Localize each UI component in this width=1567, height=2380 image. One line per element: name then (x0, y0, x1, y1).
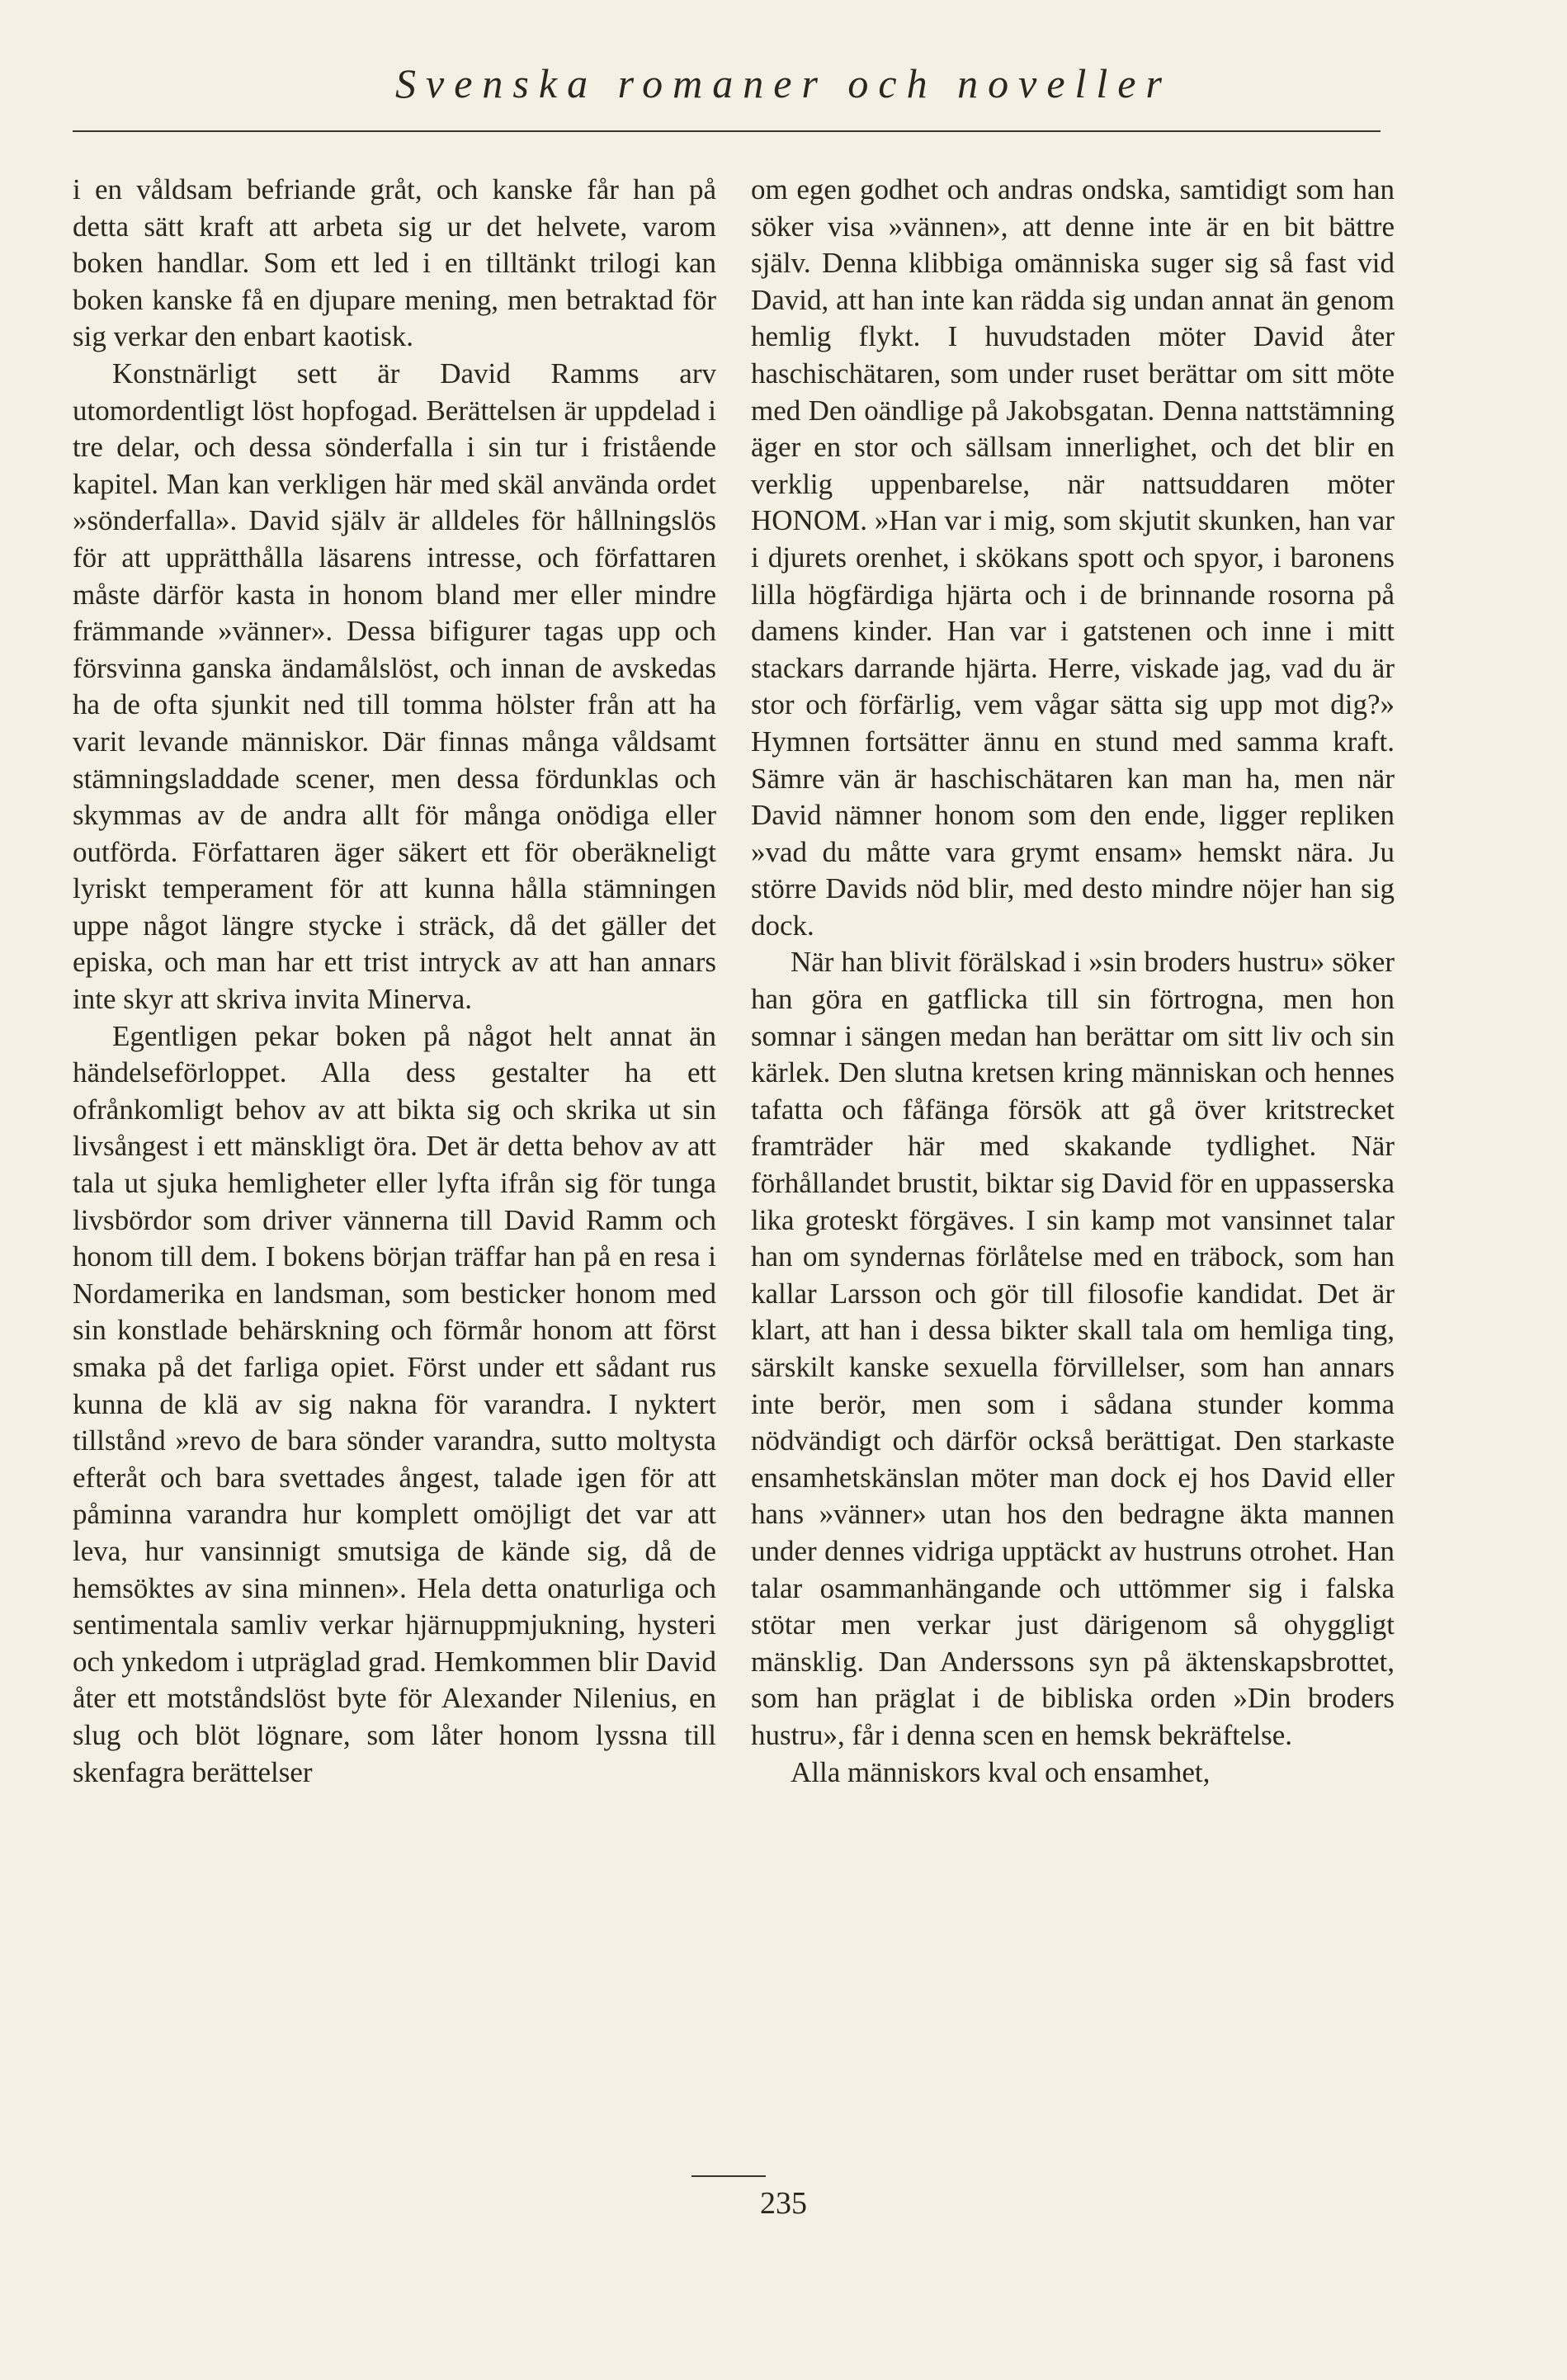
page-number: 235 (760, 2186, 807, 2221)
left-paragraph-3: Egentligen pekar boken på något helt annat än händelseförloppet. Alla dess gestalter ha ett ofrånkomligt behov av att bikta sig och skrika ut sin livsångest i ett mänskligt öra. Det är detta behov av att tala ut sjuka hemligheter eller lyfta ifrån sig för tunga livsbördor som driver vännerna till David Ramm och honom till dem. I bokens början träffar han på en resa i Nordamerika en landsman, som besticker honom med sin konstlade behärskning och förmår honom att först smaka på det farliga opiet. Först under ett sådant rus kunna de klä av sig nakna för varandra. I nyktert tillstånd »revo de bara sönder varandra, sutto moltysta efteråt och bara svettades ångest, talade igen för att påminna varandra hur komplett omöjligt det var att leva, hur vansinnigt smutsiga de kände sig, då de hemsöktes av sina minnen». Hela detta onaturliga och sentimentala samliv verkar hjärnuppmjukning, hysteri och ynkedom i utpräglad grad. Hemkommen blir David åter ett motståndslöst byte för Alexander Nilenius, en slug och blöt lögnare, som låter honom lyssna till skenfagra berättelser (73, 1019, 716, 1788)
header-rule (73, 130, 1381, 132)
left-text-column (73, 172, 716, 1791)
left-paragraph-1: i en våldsam befriande gråt, och kanske får han på detta sätt kraft att arbeta sig ur det helvete, varom boken handlar. Som ett led i en tilltänkt trilogi kan boken kanske få en djupare mening, men betraktad för sig verkar den enbart kaotisk. (73, 173, 716, 353)
running-head-title: Svenska romaner och noveller (395, 60, 1172, 106)
right-text-column (751, 172, 1395, 1791)
right-paragraph-3: Alla människors kval och ensamhet, (791, 1755, 1211, 1788)
left-paragraph-2: Konstnärligt sett är David Ramms arv utomordentligt löst hopfogad. Berättelsen är uppdelad i tre delar, och dessa sönderfalla i sin tur i fristående kapitel. Man kan verkligen här med skäl använda ordet »sönderfalla». David själv är alldeles för hållningslös för att upprätthålla läsarens intresse, och författaren måste därför kasta in honom bland mer eller mindre främmande »vänner». Dessa bifigurer tagas upp och försvinna ganska ändamålslöst, och innan de avskedas ha de ofta sjunkit ned till tomma hölster från att ha varit levande människor. Där finnas många våldsamt stämningsladdade scener, men dessa fördunklas och skymmas av de andra allt för många onödiga eller outförda. Författaren äger säkert ett för oberäkneligt lyriskt temperament för att kunna hålla stämningen uppe något längre stycke i sträck, då det gäller det episka, och man har ett trist intryck av att han annars inte skyr att skriva invita Minerva. (73, 357, 716, 1016)
folio-rule (691, 2175, 766, 2177)
right-paragraph-2: När han blivit förälskad i »sin broders hustru» söker han göra en gatflicka till sin förtrogna, men hon somnar i sängen medan han berättar om sitt liv och sin kärlek. Den slutna kretsen kring människan och hennes tafatta och fåfänga försök att gå över kritstrecket framträder här med skakande tydlighet. När förhållandet brustit, biktar sig David för en uppasserska lika groteskt förgäves. I sin kamp mot vansinnet talar han om syndernas förlåtelse med en träbock, som han kallar Larsson och gör till filosofie kandidat. Det är klart, att han i dessa bikter skall tala om hemliga ting, särskilt kanske sexuella förvillelser, som han annars inte berör, men som i sådana stunder komma nödvändigt och därför också berättigat. Den starkaste ensamhetskänslan möter man dock ej hos David eller hans »vänner» utan hos den bedragne äkta mannen under dennes vidriga upptäckt av hustruns otrohet. Han talar osammanhängande och uttömmer sig i falska stötar men verkar just därigenom så ohyggligt mänsklig. Dan Anderssons syn på äktenskapsbrottet, som han präglat i de bibliska orden »Din broders hustru», får i denna scen en hemsk bekräftelse. (751, 946, 1395, 1751)
right-paragraph-1: om egen godhet och andras ondska, samtidigt som han söker visa »vännen», att denne inte är en bit bättre själv. Denna klibbiga omänniska suger sig så fast vid David, att han inte kan rädda sig undan annat än genom hemlig flykt. I huvudstaden möter David åter haschischätaren, som under ruset berättar om sitt möte med Den oändlige på Jakobsgatan. Denna nattstämning äger en stor och sällsam innerlighet, och det blir en verklig uppenbarelse, när nattsuddaren möter HONOM. »Han var i mig, som skjutit skunken, han var i djurets orenhet, i skökans spott och spyor, i baronens lilla högfärdiga hjärta och i de brinnande rosorna på damens kinder. Han var i gatstenen och inne i mitt stackars darrande hjärta. Herre, viskade jag, vad du är stor och förfärlig, vem vågar sätta sig upp mot dig?» Hymnen fortsätter ännu en stund med samma kraft. Sämre vän är haschischätaren kan man ha, men när David nämner honom som den ende, ligger repliken »vad du måtte vara grymt ensam» hemskt nära. Ju större Davids nöd blir, med desto mindre nöjer han sig dock. (751, 173, 1395, 942)
